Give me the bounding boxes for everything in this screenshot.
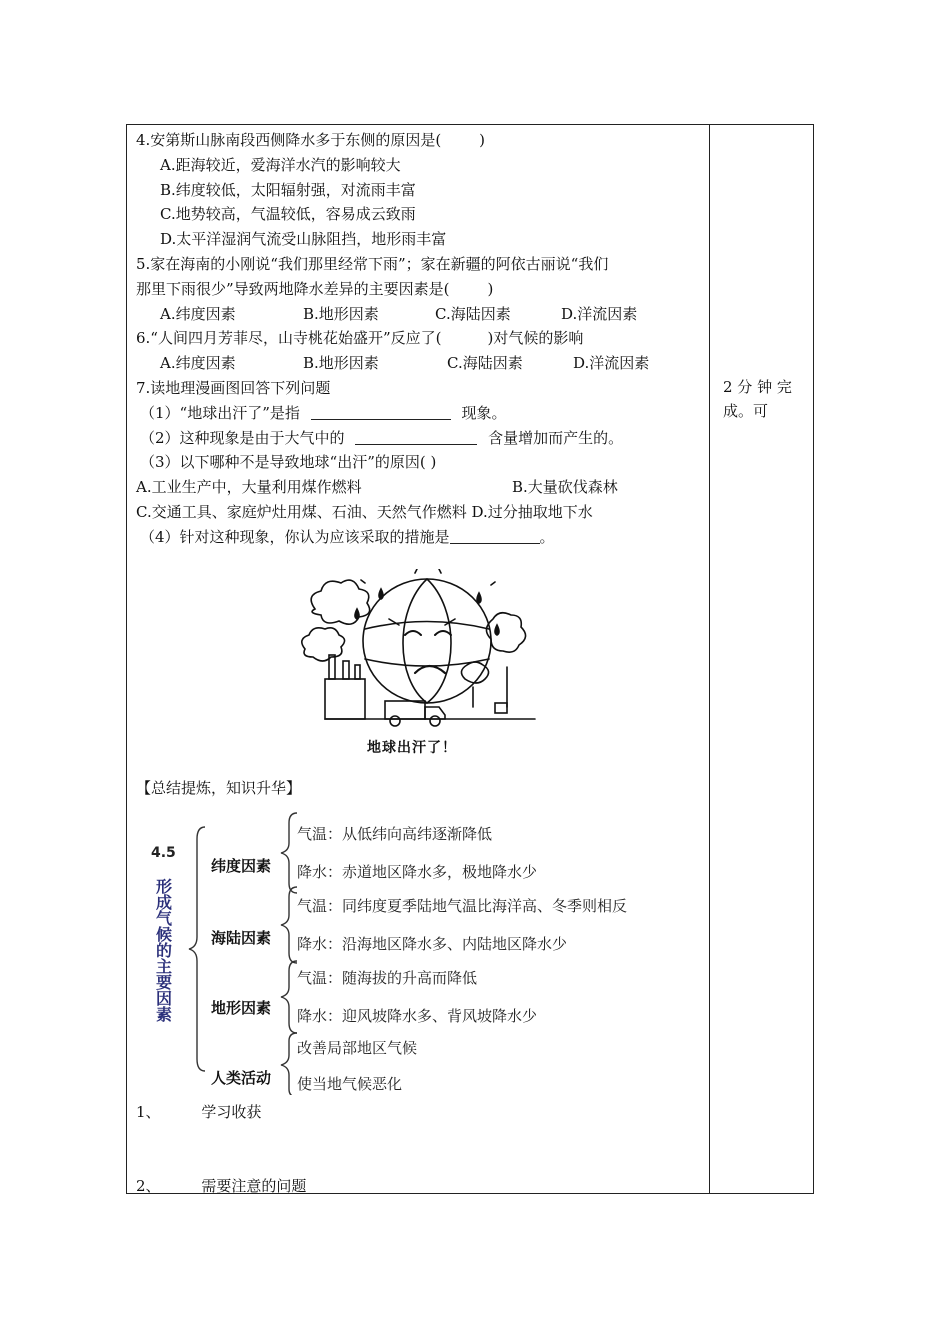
time-note-line2: 成。可 <box>723 402 769 420</box>
question-7-part4 <box>136 525 708 550</box>
question-4-stem: 4.安第斯山脉南段西侧降水多于东侧的原因是( <box>136 131 442 149</box>
learning-gains-label: 学习收获 <box>201 1103 262 1121</box>
cartoon-caption: 地球出汗了！ <box>367 740 457 756</box>
factor-terrain-temp: 气温：随海拔的升高而降低 <box>297 969 478 987</box>
title-char: 要 <box>155 973 172 992</box>
question-6-options <box>136 351 708 376</box>
question-6-option-c: C.海陆因素 <box>447 354 523 373</box>
question-6-option-d: D.洋流因素 <box>573 354 650 373</box>
item-number: 2、 <box>136 1177 161 1195</box>
factor-terrain-precip: 降水：迎风坡降水多、背风坡降水少 <box>297 1007 538 1025</box>
title-char: 候 <box>155 925 172 944</box>
part1-text: （1）“地球出汗了”是指 <box>140 403 300 422</box>
answer-blank[interactable] <box>355 428 477 445</box>
factor-human-improve: 改善局部地区气候 <box>297 1039 418 1057</box>
title-char: 主 <box>155 957 172 976</box>
factor-latitude-temp: 气温：从低纬向高纬逐渐降低 <box>297 825 493 843</box>
question-6 <box>136 326 708 351</box>
question-7-options-ab <box>136 475 708 500</box>
time-note <box>723 375 809 423</box>
question-7-option-b: B.大量砍伐森林 <box>512 478 618 497</box>
paren-close: ) <box>487 279 494 298</box>
title-char: 气 <box>155 909 172 928</box>
factor-latitude-precip: 降水：赤道地区降水多，极地降水少 <box>297 863 538 881</box>
time-note-line1: 2 分 钟 完 <box>723 378 792 396</box>
question-5-option-a: A.纬度因素 <box>160 304 236 323</box>
factor-human: 人类活动 <box>211 1069 272 1087</box>
question-6-option-a: A.纬度因素 <box>160 354 236 373</box>
item-number: 1、 <box>136 1103 161 1121</box>
question-7-part2 <box>136 426 708 451</box>
part2-text-end: 含量增加而产生的。 <box>488 428 624 447</box>
question-5-option-c: C.海陆因素 <box>435 304 511 323</box>
question-4-option-c: C.地势较高，气温较低，容易成云致雨 <box>160 205 416 224</box>
question-6-stem: 6.“人间四月芳菲尽，山寺桃花始盛开”反应了( <box>136 329 442 348</box>
climate-factors-diagram <box>147 805 707 1095</box>
part2-text: （2）这种现象是由于大气中的 <box>140 428 345 447</box>
factor-land-sea: 海陆因素 <box>211 929 272 947</box>
question-4 <box>136 128 708 153</box>
question-5-option-d: D.洋流因素 <box>561 304 638 323</box>
notes-attention-label: 需要注意的问题 <box>201 1177 307 1195</box>
answer-blank[interactable] <box>450 527 540 544</box>
question-7-part1 <box>136 401 708 426</box>
question-4-option-b: B.纬度较低，太阳辐射强，对流雨丰富 <box>160 180 416 199</box>
question-7-options-cd <box>136 500 708 525</box>
question-6-stem-end: )对气候的影响 <box>487 329 584 348</box>
learning-gains <box>136 1101 261 1122</box>
question-4-option-a: A.距海较近，爱海洋水汽的影响较大 <box>160 155 401 174</box>
question-5-line2 <box>136 277 708 302</box>
factor-human-worsen: 使当地气候恶化 <box>297 1075 403 1093</box>
part1-text-end: 现象。 <box>461 403 507 422</box>
factor-land-sea-precip: 降水：沿海地区降水多、内陆地区降水少 <box>297 935 568 953</box>
section-number: 4.5 <box>151 845 176 861</box>
question-7-part3: （3）以下哪种不是导致地球“出汗”的原因( ) <box>140 453 437 472</box>
title-char: 的 <box>155 941 172 960</box>
paren-close: ) <box>479 131 486 149</box>
summary-heading: 【总结提炼，知识升华】 <box>136 779 302 797</box>
question-4-option-d: D.太平洋湿润气流受山脉阻挡，地形雨丰富 <box>160 230 447 249</box>
lesson-table <box>126 124 814 1194</box>
sweating-earth-cartoon <box>295 569 545 753</box>
answer-blank[interactable] <box>311 403 451 420</box>
question-5-stem: 那里下雨很少”导致两地降水差异的主要因素是( <box>136 279 450 298</box>
question-7-option-c: C.交通工具、家庭炉灶用煤、石油、天然气作燃料 <box>136 502 467 521</box>
question-5-option-b: B.地形因素 <box>303 304 379 323</box>
title-char: 形 <box>155 877 172 896</box>
title-char: 素 <box>155 1005 172 1024</box>
question-7-option-d: D.过分抽取地下水 <box>471 502 593 521</box>
question-column <box>136 128 708 550</box>
notes-attention <box>136 1175 306 1196</box>
part4-text: （4）针对这种现象，你认为应该采取的措施是 <box>140 527 450 546</box>
question-5-line1: 5.家在海南的小刚说“我们那里经常下雨”；家在新疆的阿依古丽说“我们 <box>136 254 609 273</box>
question-7-option-a: A.工业生产中，大量利用煤作燃料 <box>136 478 362 497</box>
part4-text-end: 。 <box>539 527 555 546</box>
title-char: 因 <box>155 989 172 1008</box>
title-char: 成 <box>155 893 172 912</box>
question-7-stem: 7.读地理漫画图回答下列问题 <box>136 378 331 397</box>
factor-terrain: 地形因素 <box>211 999 272 1017</box>
question-5-options <box>136 302 708 327</box>
factor-latitude: 纬度因素 <box>211 857 272 875</box>
column-divider <box>709 125 710 1193</box>
factor-land-sea-temp: 气温：同纬度夏季陆地气温比海洋高、冬季则相反 <box>297 897 628 915</box>
question-6-option-b: B.地形因素 <box>303 354 379 373</box>
